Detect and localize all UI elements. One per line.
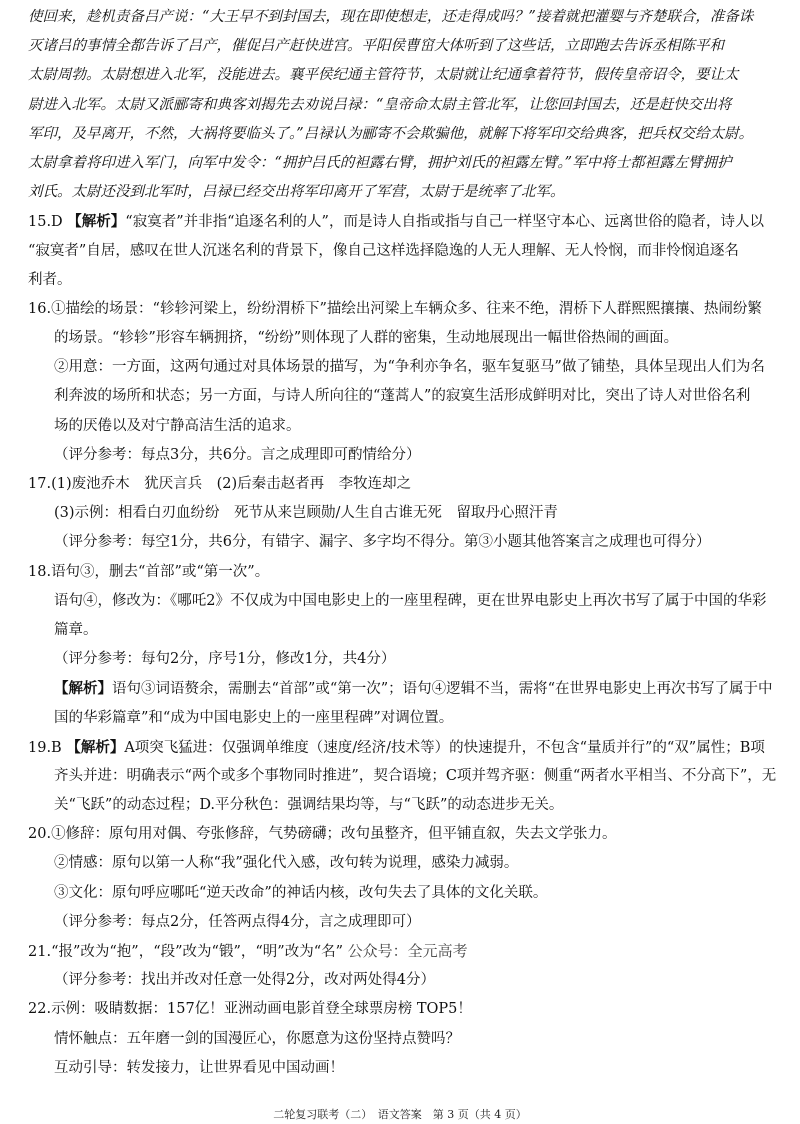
q17-number: 17. bbox=[28, 476, 52, 492]
q18-line: 篇章。 bbox=[54, 621, 98, 638]
q22-answer: 22.示例：吸睛数据：157亿！亚洲动画电影首登全球票房榜 TOP5！ bbox=[28, 1001, 472, 1018]
q18-analysis-tag: 【解析】 bbox=[54, 680, 112, 698]
watermark-text: 公众号：全元高考 bbox=[347, 942, 468, 960]
q17-line: (3)示例：相看白刃血纷纷 死节从来岂顾勋/人生自古谁无死 留取丹心照汗青 bbox=[54, 505, 558, 522]
q22-number: 22. bbox=[28, 1001, 52, 1018]
q18-analysis: 【解析】语句③词语赘余，需删去“首部”或“第一次”；语句④逻辑不当，需将“在世界电影史上再次书写了属于中 bbox=[54, 680, 773, 698]
q16-line: ②用意：一方面，这两句通过对具体场景的描写，为“争利亦争名，驱车复驱马”做了铺垫，具体呈现出人们为名 bbox=[54, 359, 765, 376]
q17-scoring: （评分参考：每空1分，共6分，有错字、漏字、多字均不得分。第③小题其他答案言之成理也可得分） bbox=[54, 534, 711, 551]
q16-line: 场的厌倦以及对宁静高洁生活的追求。 bbox=[54, 417, 301, 434]
q19-answer: 19.B 【解析】A项突飞猛进：仅强调单维度（速度/经济/技术等）的快速提升，不包含“量质并行”的“双”属性；B项 bbox=[28, 738, 765, 756]
passage-translation-line-4: 尉进入北军。太尉又派郦寄和典客刘揭先去劝说吕禄：“皇帝命太尉主管北军，让您回封国去，还是赶快交出将 bbox=[28, 96, 732, 113]
q15-line: 利者。 bbox=[28, 271, 72, 288]
q19-line: 齐头并进：明确表示“两个或多个事物同时推进”，契合语境；C项并驾齐驱：侧重“两者水平相当、不分高下”，无 bbox=[54, 767, 776, 784]
q19-number: 19.B bbox=[28, 739, 67, 756]
answer-content bbox=[28, 3, 776, 1083]
q16-answer: 16.①描绘的场景：“轸轸河梁上，纷纷渭桥下”描绘出河梁上车辆众多、往来不绝，渭桥下人群熙熙攘攘、热闹纷繁 bbox=[28, 300, 762, 317]
q15-analysis-tag: 【解析】 bbox=[67, 213, 126, 231]
q15-number: 15.D bbox=[28, 214, 68, 231]
passage-translation-line-5: 军印，及早离开，不然，大祸将要临头了。”吕禄认为郦寄不会欺骗他，就解下将军印交给典客，把兵权交给太尉。 bbox=[28, 125, 754, 142]
q22-line: 情怀触点：五年磨一剑的国漫匠心，你愿意为这份坚持点赞吗？ bbox=[54, 1030, 460, 1047]
q18-answer: 18.语句③，删去“首部”或“第一次”。 bbox=[28, 563, 270, 580]
q16-number: 16. bbox=[28, 300, 52, 317]
q20-scoring: （评分参考：每点2分，任答两点得4分，言之成理即可） bbox=[54, 913, 421, 930]
q21-number: 21. bbox=[28, 944, 52, 960]
q20-line: ③文化：原句呼应哪吒“逆天改命”的神话内核，改句失去了具体的文化关联。 bbox=[54, 884, 548, 901]
q16-line: 利奔波的场所和状态；另一方面，与诗人所向往的“蓬蒿人”的寂寞生活形成鲜明对比，突出了诗人对世俗名利 bbox=[54, 388, 751, 405]
q18-scoring: （评分参考：每句2分，序号1分，修改1分，共4分） bbox=[54, 651, 396, 668]
passage-translation-line-6: 太尉拿着将印进入军门，向军中发令：“拥护吕氏的袒露右臂，拥护刘氏的袒露左臂。”军中将士都袒露左臂拥护 bbox=[28, 154, 732, 171]
q21-answer: 21.“报”改为“抱”，“段”改为“锻”，“明”改为“名” 公众号：全元高考 bbox=[28, 942, 468, 960]
page-footer: 二轮复习联考（二） 语文答案 第 3 页（共 4 页） bbox=[273, 1108, 527, 1121]
q21-scoring: （评分参考：找出并改对任意一处得2分，改对两处得4分） bbox=[54, 972, 435, 989]
passage-translation-line-1: 使回来，趁机责备吕产说：“大王早不到封国去，现在即使想走，还走得成吗？”接着就把灌婴与齐楚联合，准备诛 bbox=[28, 9, 754, 25]
q16-line: 的场景。“轸轸”形容车辆拥挤，“纷纷”则体现了人群的密集，生动地展现出一幅世俗热闹的画面。 bbox=[54, 330, 679, 347]
q19-analysis-tag: 【解析】 bbox=[66, 738, 125, 756]
q22-line: 互动引导：转发接力，让世界看见中国动画！ bbox=[54, 1059, 344, 1076]
q19-line: 关“飞跃”的动态过程；D.平分秋色：强调结果均等，与“飞跃”的动态进步无关。 bbox=[54, 797, 564, 814]
q16-scoring: （评分参考：每点3分，共6分。言之成理即可酌情给分） bbox=[54, 446, 421, 463]
q15-answer bbox=[28, 207, 776, 236]
q20-number: 20. bbox=[28, 826, 52, 843]
q15-line: “寂寞者”自居，感叹在世人沉迷名利的背景下，像自己这样选择隐逸的人无人理解、无人怜悯，而非怜悯追逐名 bbox=[28, 242, 739, 259]
q18-number: 18. bbox=[28, 563, 52, 580]
q18-line: 语句④，修改为：《哪吒2》不仅成为中国电影史上的一座里程碑，更在世界电影史上再次书写了属于中国的华彩 bbox=[54, 592, 767, 609]
q20-answer: 20.①修辞：原句用对偶、夸张修辞，气势磅礴；改句虽整齐，但平铺直叙，失去文学张力。 bbox=[28, 826, 617, 843]
q17-answer: 17.(1)废池乔木 犹厌言兵 (2)后秦击赵者再 李牧连却之 bbox=[28, 476, 412, 492]
passage-translation-line-2: 灭诸吕的事情全都告诉了吕产，催促吕产赶快进宫。平阳侯曹窋大体听到了这些话，立即跑去告诉丞相陈平和 bbox=[28, 38, 724, 55]
q18-line: 国的华彩篇章”和“成为中国电影史上的一座里程碑”对调位置。 bbox=[54, 709, 454, 726]
passage-translation-line-3: 太尉周勃。太尉想进入北军，没能进去。襄平侯纪通主管符节，太尉就让纪通拿着符节，假传皇帝诏令，要让太 bbox=[28, 67, 739, 84]
q20-line: ②情感：原句以第一人称“我”强化代入感，改句转为说理，感染力减弱。 bbox=[54, 855, 519, 872]
q15-text-1: “寂寞者”并非指“追逐名利的人”，而是诗人自指或指与自己一样坚守本心、远离世俗的隐者，诗人以 bbox=[125, 214, 764, 231]
passage-translation-line-7: 刘氏。太尉还没到北军时，吕禄已经交出将军印离开了军营，太尉于是统率了北军。 bbox=[28, 184, 565, 201]
